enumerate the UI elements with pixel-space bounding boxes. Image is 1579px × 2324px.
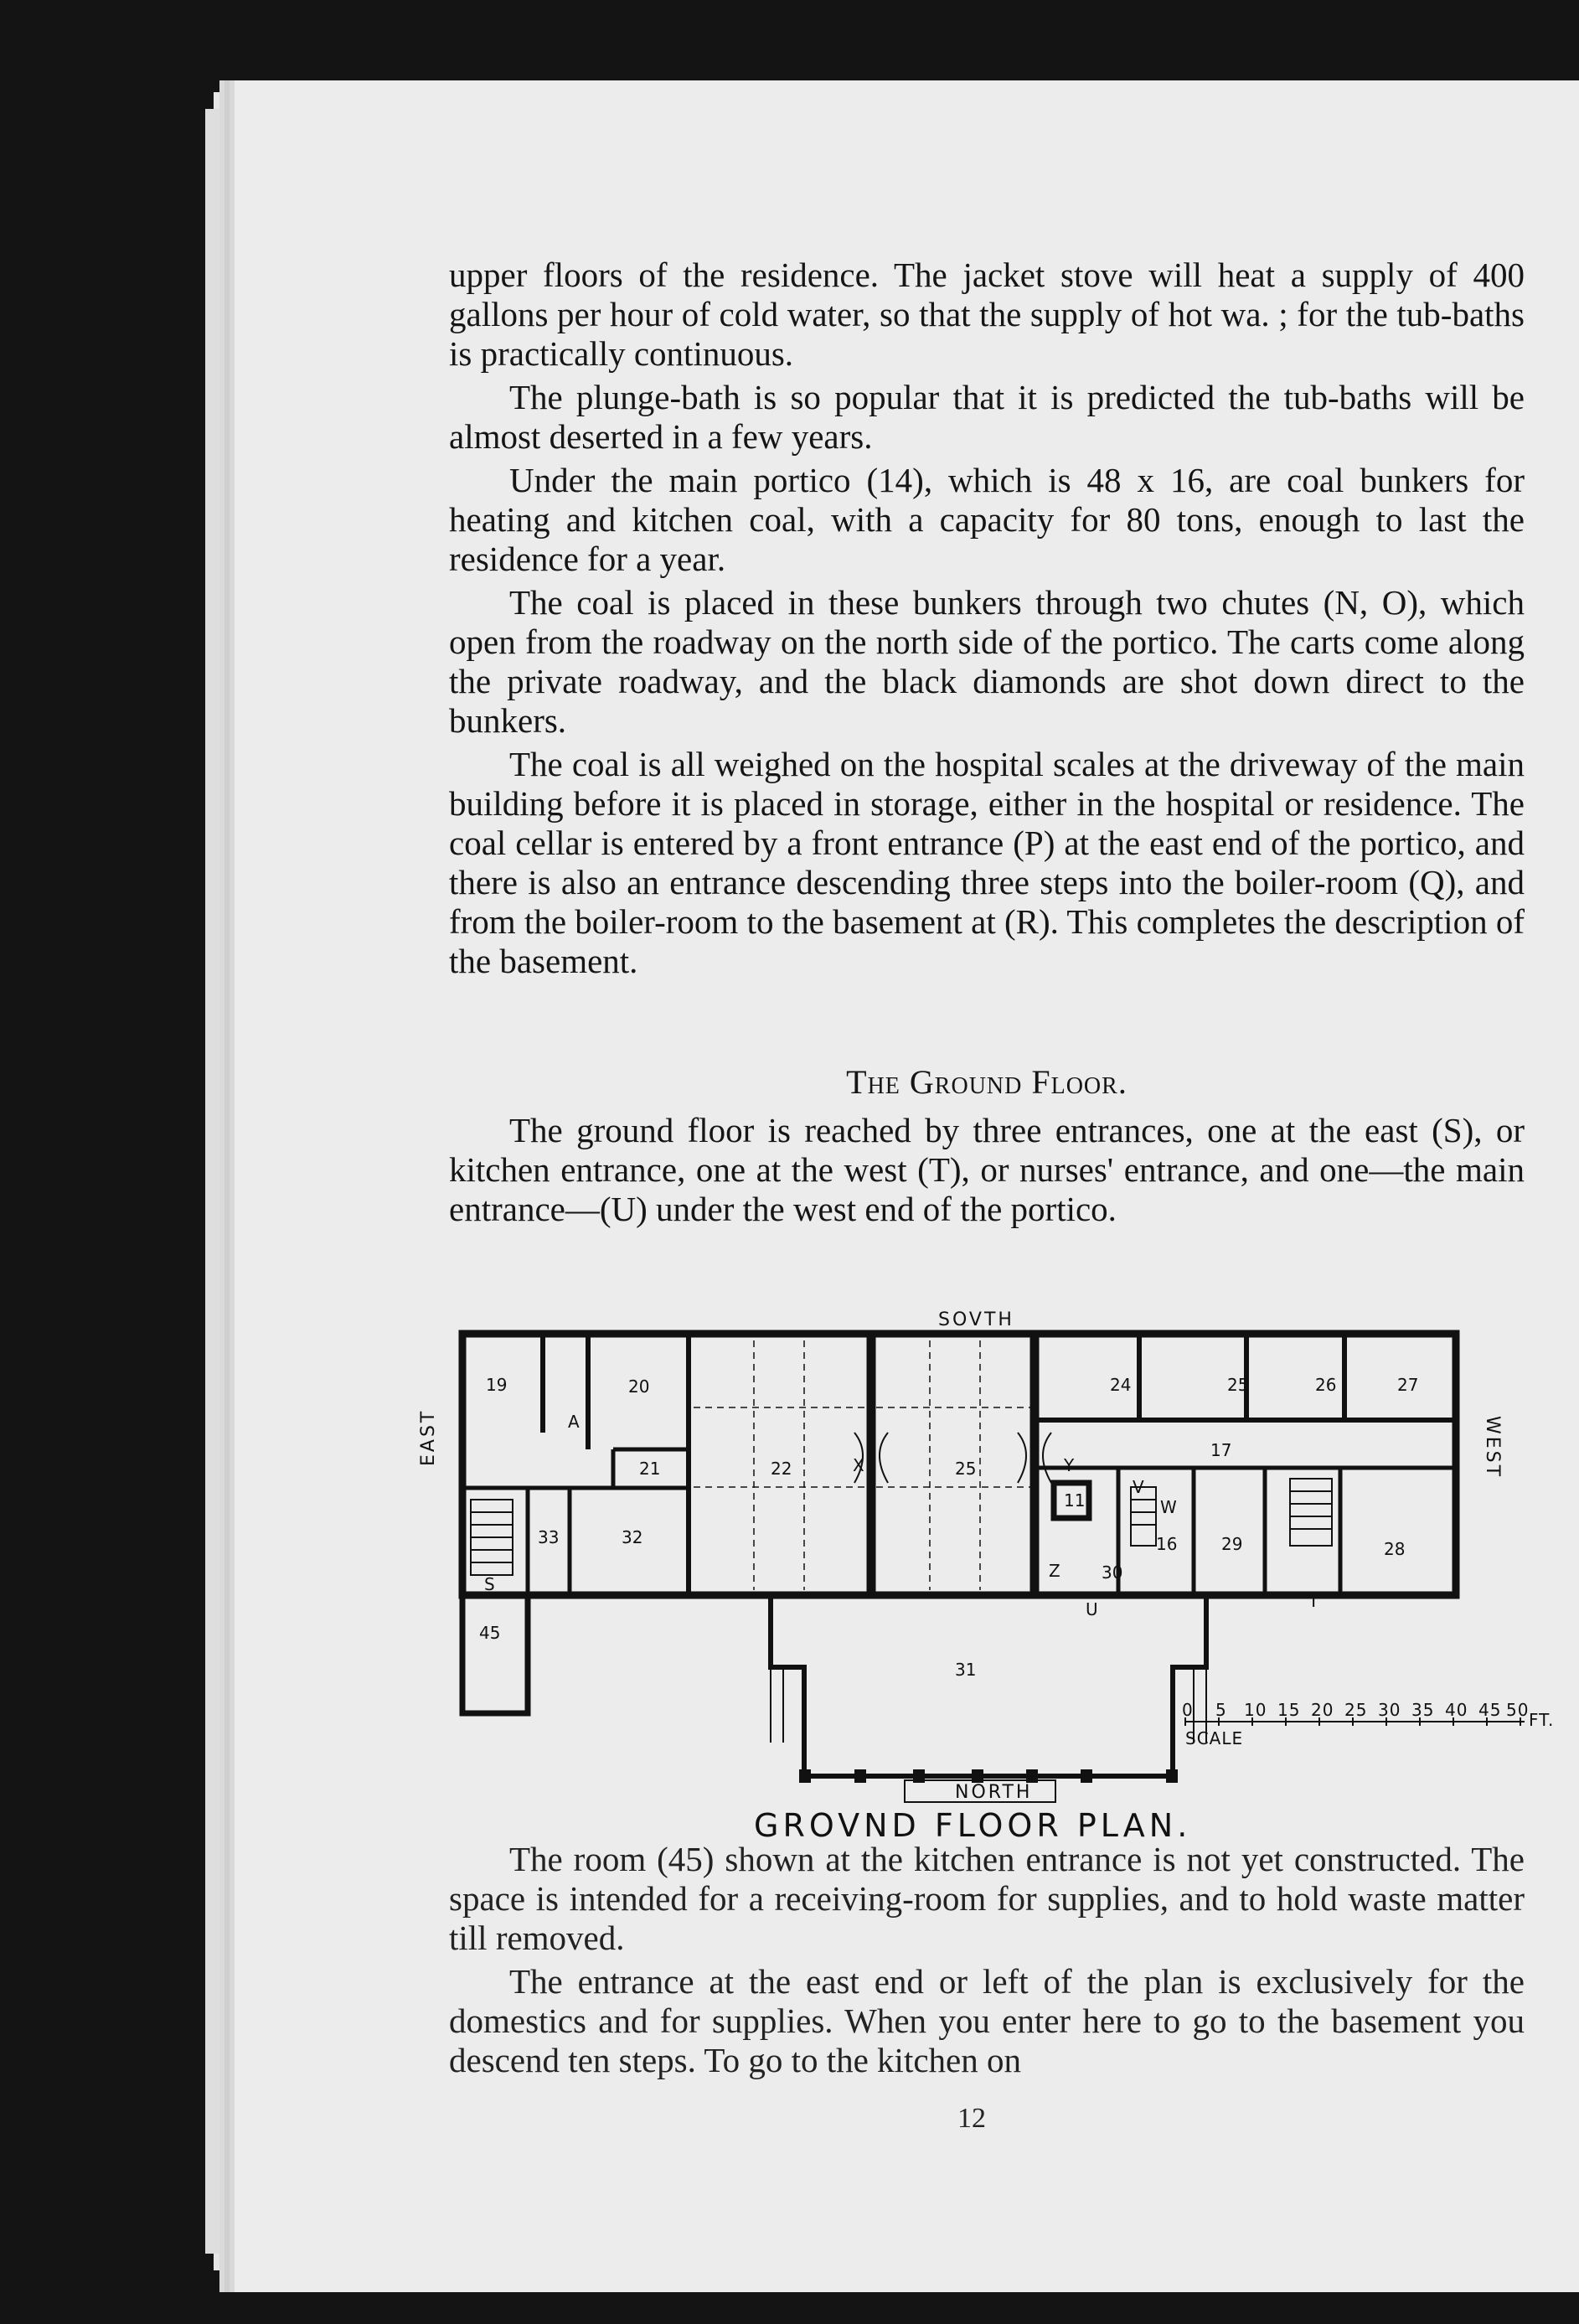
room-25b-label: 25 <box>1227 1375 1249 1395</box>
room-33-label: 33 <box>538 1527 560 1547</box>
room-31-label: 31 <box>955 1660 977 1680</box>
paragraph: The room (45) shown at the kitchen entrance is not yet constructed. The space is intended for a receiving-room for supplies, and to hold waste matter till removed. <box>449 1840 1525 1957</box>
plan-letter-w: W <box>1160 1497 1177 1517</box>
room-32-label: 32 <box>622 1527 643 1547</box>
paragraph: upper floors of the residence. The jacket stove will heat a supply of 400 gallons per hour of cold water, so that the supply of hot wa. ; for the tub-baths is practically continuous. <box>449 256 1525 373</box>
plan-direction-north: NORTH <box>955 1782 1033 1803</box>
room-29-label: 29 <box>1221 1534 1243 1554</box>
scale-unit: FT. <box>1529 1710 1555 1730</box>
paragraph: Under the main portico (14), which is 48 x 16, are coal bunkers for heating and kitchen coal, with a capacity for 80 tons, enough to last the residence for a year. <box>449 461 1525 578</box>
plan-letter-y: Y <box>1064 1455 1075 1475</box>
scale-tick: 30 <box>1378 1700 1401 1720</box>
paragraph: The plunge-bath is so popular that it is predicted the tub-baths will be almost deserted in a few years. <box>449 378 1525 456</box>
room-20-label: 20 <box>628 1376 650 1397</box>
room-17-label: 17 <box>1210 1440 1232 1460</box>
plan-letter-z: Z <box>1049 1561 1060 1581</box>
room-26-label: 26 <box>1315 1375 1337 1395</box>
paragraph: The coal is placed in these bunkers through two chutes (N, O), which open from the roadway on the north side of the portico. The carts come along the private roadway, and the black diamonds are shot down direct to the bunkers. <box>449 583 1525 740</box>
plan-direction-east: EAST <box>418 1408 439 1466</box>
room-45-label: 45 <box>479 1623 501 1643</box>
plan-direction-west: WEST <box>1482 1416 1503 1480</box>
room-16-label: 16 <box>1156 1534 1178 1554</box>
room-30-label: 30 <box>1102 1562 1123 1583</box>
scale-tick: 25 <box>1344 1700 1368 1720</box>
scale-tick: 50 <box>1506 1700 1530 1720</box>
paragraph: The entrance at the east end or left of the plan is exclusively for the domestics and for supplies. When you enter here to go to the basement you descend ten steps. To go to the kitchen on <box>449 1962 1525 2079</box>
plan-letter-x: X <box>853 1455 864 1475</box>
room-25-label: 25 <box>955 1459 977 1479</box>
body-text-ground-floor <box>449 1111 1525 1233</box>
room-19-label: 19 <box>486 1375 508 1395</box>
plan-title: GROVND FLOOR PLAN. <box>754 1807 1192 1843</box>
plan-letter-u: U <box>1086 1599 1098 1619</box>
scale-label: SCALE <box>1185 1728 1244 1748</box>
scale-tick: 35 <box>1411 1700 1435 1720</box>
plan-portico <box>771 1595 1206 1776</box>
room-24-label: 24 <box>1110 1375 1132 1395</box>
room-22-label: 22 <box>771 1459 792 1479</box>
room-21-label: 21 <box>639 1459 661 1479</box>
scale-tick: 40 <box>1445 1700 1468 1720</box>
scale-tick: 0 <box>1182 1700 1194 1720</box>
room-28-label: 28 <box>1384 1539 1406 1559</box>
scale-tick: 20 <box>1311 1700 1334 1720</box>
scale-tick: 45 <box>1478 1700 1502 1720</box>
plan-direction-south: SOVTH <box>938 1309 1014 1330</box>
plan-letter-t: T <box>1308 1591 1319 1611</box>
paragraph: The ground floor is reached by three entrances, one at the east (S), or kitchen entrance, one at the west (T), or nurses' entrance, and one—the main entrance—(U) under the west end of the portico. <box>449 1111 1525 1228</box>
body-text-top <box>449 256 1525 985</box>
paragraph: The coal is all weighed on the hospital scales at the driveway of the main building before it is placed in storage, either in the hospital or residence. The coal cellar is entered by a front entrance (P) at the east end of the portico, and there is also an entrance descending three steps into the boiler-room (Q), and from the boiler-room to the basement at (R). This completes the description of the basement. <box>449 745 1525 980</box>
plan-letter-v: V <box>1133 1477 1144 1497</box>
plan-letter-s: S <box>484 1574 495 1594</box>
page-number: 12 <box>957 2103 986 2134</box>
body-text-bottom <box>449 1840 1525 2084</box>
plan-letter-a: A <box>568 1412 580 1432</box>
section-heading: The Ground Floor. <box>846 1063 1127 1101</box>
room-11-label: 11 <box>1064 1490 1086 1511</box>
ground-floor-plan <box>402 1273 1558 1843</box>
scale-tick: 15 <box>1277 1700 1301 1720</box>
scale-tick: 5 <box>1215 1700 1227 1720</box>
scale-tick: 10 <box>1244 1700 1267 1720</box>
room-27-label: 27 <box>1397 1375 1419 1395</box>
page-stack-edge-2 <box>205 109 230 2254</box>
plan-room-45 <box>462 1595 528 1713</box>
